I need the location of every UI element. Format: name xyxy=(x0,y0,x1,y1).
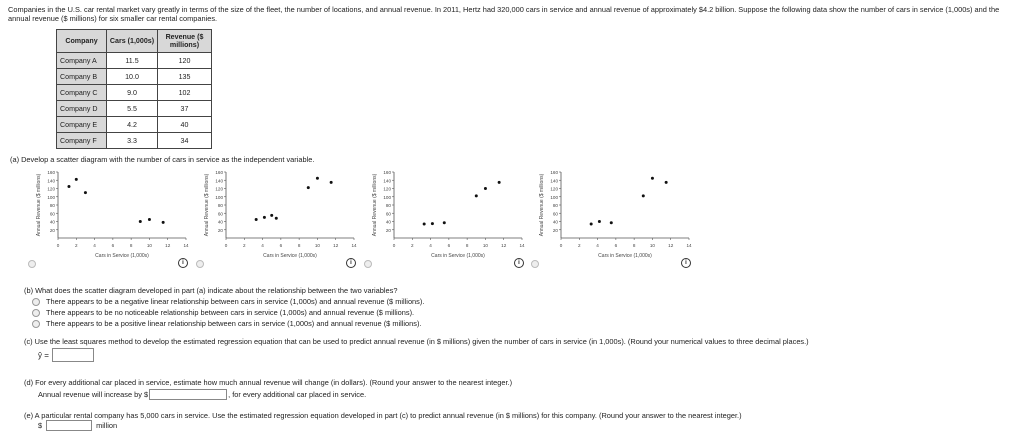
x-tick-label: 14 xyxy=(183,243,189,248)
table-row xyxy=(57,85,212,101)
plot-choice-radio[interactable] xyxy=(28,260,36,268)
col-revenue: Revenue ($ millions) xyxy=(158,30,212,53)
y-tick-label: 140 xyxy=(215,178,223,184)
part-b xyxy=(24,285,424,329)
y-tick-label: 80 xyxy=(385,203,391,208)
x-axis-label: Cars in Service (1,000s) xyxy=(598,253,652,259)
part-d-prefix: Annual revenue will increase by $ xyxy=(38,390,149,399)
cell-revenue: 120 xyxy=(158,53,212,69)
info-icon[interactable]: i xyxy=(514,258,524,268)
y-tick-label: 100 xyxy=(47,194,55,200)
y-tick-label: 120 xyxy=(550,186,558,192)
cell-company: Company B xyxy=(57,69,107,85)
cell-company: Company D xyxy=(57,101,107,117)
x-tick-label: 14 xyxy=(519,243,525,248)
cell-company: Company E xyxy=(57,117,107,133)
option-positive[interactable] xyxy=(24,318,424,329)
data-point xyxy=(598,220,601,223)
data-point xyxy=(255,218,258,221)
cell-company: Company A xyxy=(57,53,107,69)
part-c-question: (c) Use the least squares method to develop the estimated regression equation that can be used to predict annual revenue (in $ millions) given the number of cars in service (in 1,000s). (Round your numerical values to three decimal places.) xyxy=(24,337,809,346)
x-tick-label: 2 xyxy=(75,243,78,248)
x-tick-label: 2 xyxy=(243,243,246,248)
cell-cars: 10.0 xyxy=(107,69,158,85)
data-point xyxy=(75,178,78,181)
table-row xyxy=(57,53,212,69)
x-tick-label: 0 xyxy=(56,243,60,248)
predicted-revenue-input[interactable] xyxy=(46,420,92,431)
x-tick-label: 8 xyxy=(297,243,301,248)
info-icon[interactable]: i xyxy=(178,258,188,268)
y-tick-label: 160 xyxy=(47,170,55,175)
scatter-svg xyxy=(198,164,368,268)
part-e-question: (e) A particular rental company has 5,000 cars in service. Use the estimated regression equation developed in part (c) to predict annual revenue (in $ millions) for this company. (Round your answer to the nearest integer.) xyxy=(24,411,742,420)
y-tick-label: 60 xyxy=(49,211,55,217)
x-tick-label: 4 xyxy=(261,243,264,248)
x-tick-label: 14 xyxy=(351,243,357,248)
problem-intro: Companies in the U.S. car rental market vary greatly in terms of the size of the fleet, the number of locations, and annual revenue. In 2011, Hertz had 320,000 cars in service and annual revenue of approximately $4.2 billion. Suppose the following data show the number of cars in service (1,000s) and the annual revenue ($ millions) for six smaller car rental companies. xyxy=(8,5,1000,23)
regression-equation-row xyxy=(38,348,94,362)
yhat-label: ŷ = xyxy=(38,350,49,360)
part-d-suffix: , for every additional car placed in service. xyxy=(228,390,367,399)
x-tick-label: 12 xyxy=(333,243,339,248)
y-tick-label: 20 xyxy=(49,227,55,233)
data-point xyxy=(665,181,668,184)
scatter-plot-2 xyxy=(198,164,358,268)
x-tick-label: 12 xyxy=(165,243,171,248)
x-tick-label: 4 xyxy=(429,243,432,248)
x-tick-label: 8 xyxy=(465,243,469,248)
cell-revenue: 102 xyxy=(158,85,212,101)
x-tick-label: 4 xyxy=(596,243,599,248)
part-d-question: (d) For every additional car placed in service, estimate how much annual revenue will change (in dollars). (Round your answer to the nearest integer.) xyxy=(24,378,513,387)
option-negative[interactable] xyxy=(24,296,424,307)
y-axis-label: Annual Revenue ($ millions) xyxy=(204,173,210,237)
table-row xyxy=(57,101,212,117)
revenue-change-input[interactable] xyxy=(149,389,227,400)
scatter-plot-3 xyxy=(366,164,526,268)
data-point xyxy=(84,191,87,194)
data-point xyxy=(275,217,278,220)
cell-revenue: 40 xyxy=(158,117,212,133)
data-point xyxy=(475,194,478,197)
table-row xyxy=(57,117,212,133)
data-point xyxy=(148,218,151,221)
cell-cars: 9.0 xyxy=(107,85,158,101)
part-e-answer-row xyxy=(38,420,117,431)
option-label: There appears to be a positive linear relationship between cars in service (1,000s) and annual revenue ($ millions). xyxy=(46,319,422,328)
x-tick-label: 10 xyxy=(314,243,320,248)
part-a-question: (a) Develop a scatter diagram with the number of cars in service as the independent variable. xyxy=(10,155,315,164)
y-tick-label: 100 xyxy=(215,194,223,200)
y-tick-label: 20 xyxy=(217,227,223,233)
x-tick-label: 0 xyxy=(224,243,228,248)
data-point xyxy=(651,177,654,180)
x-tick-label: 14 xyxy=(686,243,692,248)
data-point xyxy=(590,222,593,225)
y-tick-label: 100 xyxy=(383,194,391,200)
cell-company: Company F xyxy=(57,133,107,149)
plot-choice-radio[interactable] xyxy=(196,260,204,268)
y-tick-label: 160 xyxy=(215,170,223,175)
x-tick-label: 12 xyxy=(668,243,674,248)
y-tick-label: 100 xyxy=(550,194,558,200)
scatter-plot-4 xyxy=(533,164,693,268)
y-tick-label: 120 xyxy=(215,186,223,192)
data-point xyxy=(330,181,333,184)
radio-button[interactable] xyxy=(32,320,40,328)
plot-choice-radio[interactable] xyxy=(364,260,372,268)
regression-equation-input[interactable] xyxy=(52,348,94,362)
y-tick-label: 60 xyxy=(552,211,558,217)
data-point xyxy=(307,186,310,189)
y-tick-label: 40 xyxy=(49,219,55,225)
y-tick-label: 60 xyxy=(217,211,223,217)
scatter-svg xyxy=(533,164,703,268)
data-point xyxy=(139,220,142,223)
x-tick-label: 10 xyxy=(146,243,152,248)
y-tick-label: 20 xyxy=(552,227,558,233)
part-b-question: (b) What does the scatter diagram developed in part (a) indicate about the relationship between the two variables? xyxy=(24,286,398,295)
y-tick-label: 40 xyxy=(385,219,391,225)
y-tick-label: 80 xyxy=(217,203,223,208)
cell-revenue: 135 xyxy=(158,69,212,85)
radio-button[interactable] xyxy=(32,298,40,306)
y-tick-label: 140 xyxy=(550,178,558,184)
y-tick-label: 160 xyxy=(550,170,558,175)
y-axis-label: Annual Revenue ($ millions) xyxy=(539,173,545,237)
radio-button[interactable] xyxy=(32,309,40,317)
data-point xyxy=(610,221,613,224)
data-point xyxy=(263,216,266,219)
x-tick-label: 2 xyxy=(411,243,414,248)
y-tick-label: 160 xyxy=(383,170,391,175)
part-e-prefix: $ xyxy=(38,421,43,430)
table-row xyxy=(57,133,212,149)
option-none[interactable] xyxy=(24,307,424,318)
data-point xyxy=(642,194,645,197)
data-point xyxy=(423,222,426,225)
y-axis-label: Annual Revenue ($ millions) xyxy=(372,173,378,237)
y-tick-label: 20 xyxy=(385,227,391,233)
x-tick-label: 8 xyxy=(632,243,636,248)
cell-cars: 11.5 xyxy=(107,53,158,69)
option-label: There appears to be a negative linear relationship between cars in service (1,000s) and annual revenue ($ millions). xyxy=(46,297,425,306)
x-axis-label: Cars in Service (1,000s) xyxy=(431,253,485,259)
x-tick-label: 8 xyxy=(129,243,133,248)
data-table xyxy=(56,29,212,149)
col-cars: Cars (1,000s) xyxy=(107,30,158,53)
y-tick-label: 80 xyxy=(49,203,55,208)
cell-revenue: 37 xyxy=(158,101,212,117)
col-company: Company xyxy=(57,30,107,53)
x-tick-label: 6 xyxy=(279,243,283,248)
data-point xyxy=(316,177,319,180)
x-tick-label: 6 xyxy=(111,243,115,248)
scatter-svg xyxy=(366,164,536,268)
cell-cars: 4.2 xyxy=(107,117,158,133)
x-tick-label: 2 xyxy=(578,243,581,248)
x-tick-label: 4 xyxy=(93,243,96,248)
scatter-plot-1 xyxy=(30,164,190,268)
data-point xyxy=(162,221,165,224)
plot-choice-radio[interactable] xyxy=(531,260,539,268)
x-tick-label: 6 xyxy=(614,243,618,248)
table-header-row xyxy=(57,30,212,53)
x-tick-label: 10 xyxy=(482,243,488,248)
info-icon[interactable]: i xyxy=(681,258,691,268)
part-d-answer-row xyxy=(38,389,366,400)
cell-cars: 5.5 xyxy=(107,101,158,117)
data-point xyxy=(498,181,501,184)
y-tick-label: 140 xyxy=(47,178,55,184)
scatter-svg xyxy=(30,164,200,268)
x-tick-label: 0 xyxy=(392,243,396,248)
data-point xyxy=(67,185,70,188)
y-tick-label: 80 xyxy=(552,203,558,208)
x-tick-label: 10 xyxy=(649,243,655,248)
part-e-suffix: million xyxy=(96,421,118,430)
y-tick-label: 60 xyxy=(385,211,391,217)
cell-cars: 3.3 xyxy=(107,133,158,149)
x-axis-label: Cars in Service (1,000s) xyxy=(263,253,317,259)
option-label: There appears to be no noticeable relationship between cars in service (1,000s) and annual revenue ($ millions). xyxy=(46,308,415,317)
x-tick-label: 6 xyxy=(447,243,451,248)
info-icon[interactable]: i xyxy=(346,258,356,268)
x-tick-label: 12 xyxy=(501,243,507,248)
y-tick-label: 140 xyxy=(383,178,391,184)
x-axis-label: Cars in Service (1,000s) xyxy=(95,253,149,259)
y-tick-label: 40 xyxy=(552,219,558,225)
data-point xyxy=(270,214,273,217)
y-tick-label: 120 xyxy=(47,186,55,192)
y-axis-label: Annual Revenue ($ millions) xyxy=(36,173,42,237)
x-tick-label: 0 xyxy=(559,243,563,248)
cell-revenue: 34 xyxy=(158,133,212,149)
table-row xyxy=(57,69,212,85)
cell-company: Company C xyxy=(57,85,107,101)
data-point xyxy=(431,222,434,225)
data-point xyxy=(484,187,487,190)
data-point xyxy=(443,221,446,224)
y-tick-label: 40 xyxy=(217,219,223,225)
y-tick-label: 120 xyxy=(383,186,391,192)
